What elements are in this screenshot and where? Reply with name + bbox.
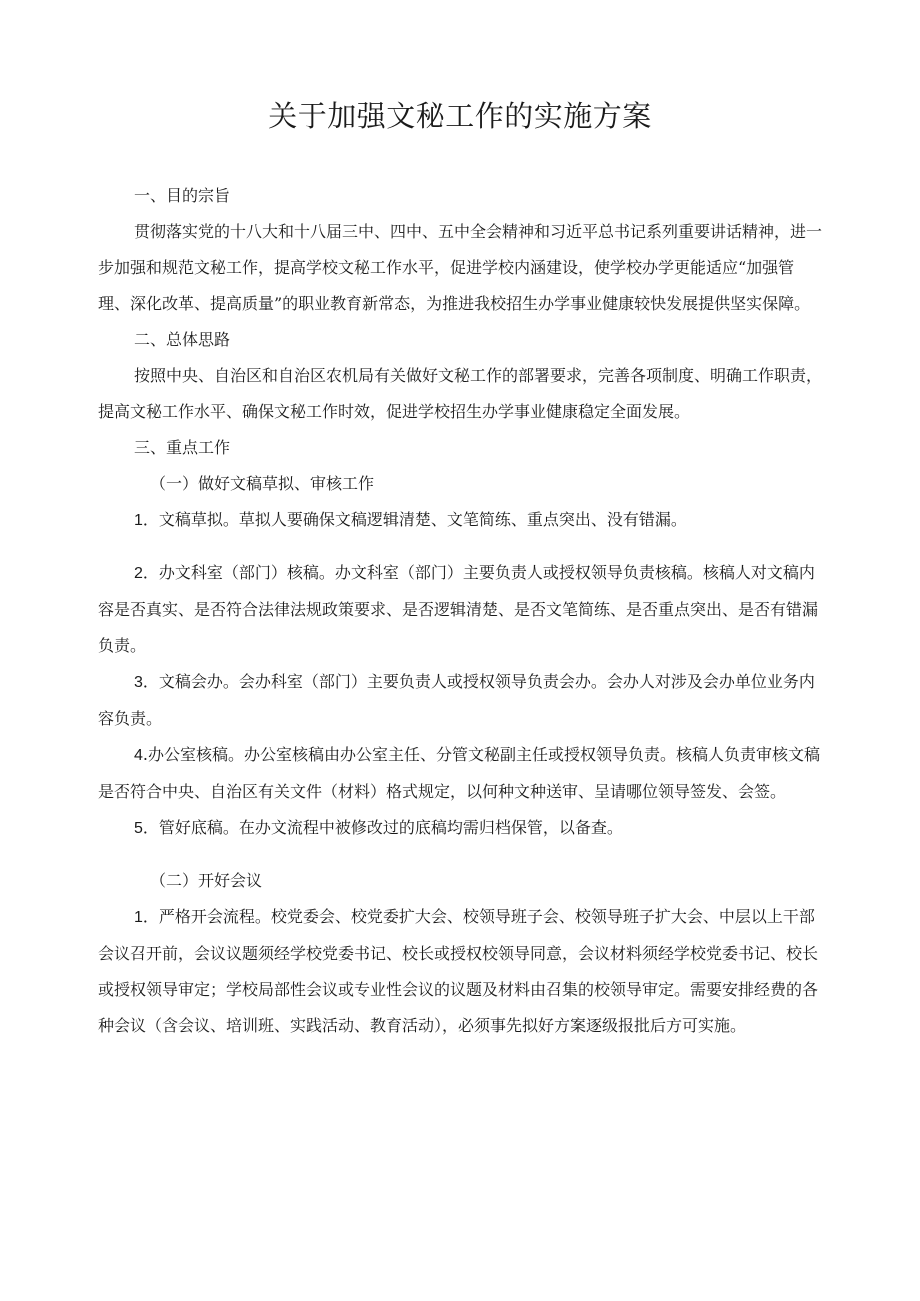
paragraph: 按照中央、自治区和自治区农机局有关做好文秘工作的部署要求，完善各项制度、明确工作职责，提高文秘工作水平、确保文秘工作时效，促进学校招生办学事业健康稳定全面发展。 <box>98 366 823 421</box>
item-number: 2 <box>134 565 143 582</box>
document-body <box>98 178 826 1044</box>
item-text: .办公室核稿。办公室核稿由办公室主任、分管文秘副主任或授权领导负责。核稿人负责审核文稿是否符合中央、自治区有关文件（材料）格式规定，以何种文种送审、呈请哪位领导签发、会签。 <box>98 745 820 801</box>
section-heading: 二、总体思路 <box>134 330 231 349</box>
list-item <box>98 664 826 737</box>
section-heading: 一、目的宗旨 <box>134 186 231 205</box>
item-text: ．文稿会办。会办科室（部门）主要负责人或授权领导负责会办。会办人对涉及会办单位业务内容负责。 <box>98 672 815 728</box>
item-number: 4 <box>134 747 143 764</box>
item-number: 5 <box>134 820 143 837</box>
item-number: 1 <box>134 512 143 529</box>
list-item <box>98 899 826 1044</box>
item-text: ．办文科室（部门）核稿。办文科室（部门）主要负责人或授权领导负责核稿。核稿人对文稿内容是否真实、是否符合法律法规政策要求、是否逻辑清楚、是否文笔简练、是否重点突出、是否有错漏负责。 <box>98 563 819 655</box>
item-text: ．管好底稿。在办文流程中被修改过的底稿均需归档保管，以备查。 <box>142 818 623 837</box>
list-item <box>98 555 826 664</box>
list-item <box>98 737 826 810</box>
section-heading: 三、重点工作 <box>134 438 231 457</box>
paragraph: 贯彻落实党的十八大和十八届三中、四中、五中全会精神和习近平总书记系列重要讲话精神，进一步加强和规范文秘工作，提高学校文秘工作水平，促进学校内涵建设，使学校办学更能适应“加强管理、深化改革、提高质量”的职业教育新常态，为推进我校招生办学事业健康较快发展提供坚实保障。 <box>98 222 823 313</box>
item-text: ．文稿草拟。草拟人要确保文稿逻辑清楚、文笔简练、重点突出、没有错漏。 <box>142 510 687 529</box>
subsection-heading: （二）开好会议 <box>150 871 263 890</box>
subsection-heading: （一）做好文稿草拟、审核工作 <box>150 474 375 493</box>
list-item <box>98 502 826 539</box>
list-item <box>98 810 826 847</box>
document-title: 关于加强文秘工作的实施方案 <box>268 99 652 133</box>
item-number: 1 <box>134 909 143 926</box>
item-number: 3 <box>134 674 143 691</box>
item-text: ．严格开会流程。校党委会、校党委扩大会、校领导班子会、校领导班子扩大会、中层以上干部会议召开前，会议议题须经学校党委书记、校长或授权校领导同意，会议材料须经学校党委书记、校长或授权领导审定；学校局部性会议或专业性会议的议题及材料由召集的校领导审定。需要安排经费的各种会议（含会议、培训班、实践活动、教育活动），必须事先拟好方案逐级报批后方可实施。 <box>98 907 819 1035</box>
